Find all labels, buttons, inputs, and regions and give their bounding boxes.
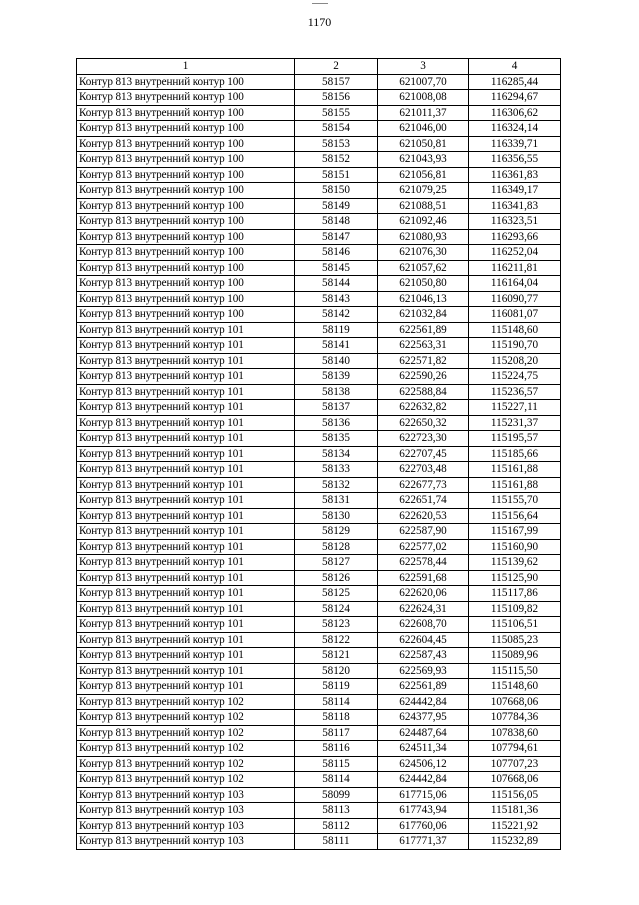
x-coordinate-cell: 622587,43 xyxy=(378,648,469,664)
table-row xyxy=(77,539,561,555)
point-number-cell: 58114 xyxy=(295,694,378,710)
point-number-cell: 58146 xyxy=(295,245,378,261)
point-number-cell: 58119 xyxy=(295,679,378,695)
y-coordinate-cell: 107707,23 xyxy=(469,756,561,772)
y-coordinate-cell: 115231,37 xyxy=(469,415,561,431)
contour-name-cell: Контур 813 внутренний контур 101 xyxy=(77,369,295,385)
table-row xyxy=(77,167,561,183)
table-row xyxy=(77,725,561,741)
table-row xyxy=(77,229,561,245)
point-number-cell: 58135 xyxy=(295,431,378,447)
contour-name-cell: Контур 813 внутренний контур 101 xyxy=(77,462,295,478)
table-row xyxy=(77,508,561,524)
x-coordinate-cell: 622588,84 xyxy=(378,384,469,400)
contour-name-cell: Контур 813 внутренний контур 102 xyxy=(77,756,295,772)
y-coordinate-cell: 116349,17 xyxy=(469,183,561,199)
table-row xyxy=(77,136,561,152)
contour-name-cell: Контур 813 внутренний контур 101 xyxy=(77,539,295,555)
point-number-cell: 58145 xyxy=(295,260,378,276)
x-coordinate-cell: 621080,93 xyxy=(378,229,469,245)
y-coordinate-cell: 116164,04 xyxy=(469,276,561,292)
point-number-cell: 58139 xyxy=(295,369,378,385)
y-coordinate-cell: 115224,75 xyxy=(469,369,561,385)
table-row xyxy=(77,121,561,137)
table-row xyxy=(77,586,561,602)
contour-name-cell: Контур 813 внутренний контур 101 xyxy=(77,353,295,369)
contour-name-cell: Контур 813 внутренний контур 101 xyxy=(77,601,295,617)
y-coordinate-cell: 115115,50 xyxy=(469,663,561,679)
point-number-cell: 58129 xyxy=(295,524,378,540)
x-coordinate-cell: 624442,84 xyxy=(378,772,469,788)
contour-name-cell: Контур 813 внутренний контур 101 xyxy=(77,508,295,524)
x-coordinate-cell: 622650,32 xyxy=(378,415,469,431)
point-number-cell: 58155 xyxy=(295,105,378,121)
x-coordinate-cell: 624442,84 xyxy=(378,694,469,710)
table-row xyxy=(77,663,561,679)
y-coordinate-cell: 116341,83 xyxy=(469,198,561,214)
table-row xyxy=(77,245,561,261)
x-coordinate-cell: 622707,45 xyxy=(378,446,469,462)
point-number-cell: 58156 xyxy=(295,90,378,106)
y-coordinate-cell: 115221,92 xyxy=(469,818,561,834)
page-number: 1170 xyxy=(307,15,332,29)
y-coordinate-cell: 116285,44 xyxy=(469,74,561,90)
y-coordinate-cell: 116356,55 xyxy=(469,152,561,168)
column-header-4: 4 xyxy=(469,59,561,75)
contour-name-cell: Контур 813 внутренний контур 101 xyxy=(77,493,295,509)
y-coordinate-cell: 115156,05 xyxy=(469,787,561,803)
y-coordinate-cell: 116252,04 xyxy=(469,245,561,261)
table-row xyxy=(77,834,561,850)
y-coordinate-cell: 115227,11 xyxy=(469,400,561,416)
table-row xyxy=(77,818,561,834)
contour-name-cell: Контур 813 внутренний контур 103 xyxy=(77,803,295,819)
contour-name-cell: Контур 813 внутренний контур 101 xyxy=(77,431,295,447)
x-coordinate-cell: 622569,93 xyxy=(378,663,469,679)
y-coordinate-cell: 107784,36 xyxy=(469,710,561,726)
y-coordinate-cell: 115208,20 xyxy=(469,353,561,369)
contour-name-cell: Контур 813 внутренний контур 100 xyxy=(77,105,295,121)
point-number-cell: 58111 xyxy=(295,834,378,850)
y-coordinate-cell: 115156,64 xyxy=(469,508,561,524)
contour-name-cell: Контур 813 внутренний контур 103 xyxy=(77,834,295,850)
point-number-cell: 58123 xyxy=(295,617,378,633)
x-coordinate-cell: 617771,37 xyxy=(378,834,469,850)
table-row xyxy=(77,415,561,431)
table-row xyxy=(77,694,561,710)
table-row xyxy=(77,648,561,664)
table-row xyxy=(77,307,561,323)
y-coordinate-cell: 115148,60 xyxy=(469,679,561,695)
column-header-2: 2 xyxy=(295,59,378,75)
table-row xyxy=(77,260,561,276)
y-coordinate-cell: 115148,60 xyxy=(469,322,561,338)
y-coordinate-cell: 116293,66 xyxy=(469,229,561,245)
table-row xyxy=(77,462,561,478)
y-coordinate-cell: 115125,90 xyxy=(469,570,561,586)
y-coordinate-cell: 115161,88 xyxy=(469,477,561,493)
x-coordinate-cell: 621050,81 xyxy=(378,136,469,152)
contour-name-cell: Контур 813 внутренний контур 101 xyxy=(77,679,295,695)
y-coordinate-cell: 115160,90 xyxy=(469,539,561,555)
y-coordinate-cell: 115190,70 xyxy=(469,338,561,354)
x-coordinate-cell: 621043,93 xyxy=(378,152,469,168)
point-number-cell: 58138 xyxy=(295,384,378,400)
point-number-cell: 58152 xyxy=(295,152,378,168)
y-coordinate-cell: 115167,99 xyxy=(469,524,561,540)
point-number-cell: 58153 xyxy=(295,136,378,152)
x-coordinate-cell: 622577,02 xyxy=(378,539,469,555)
table-row xyxy=(77,772,561,788)
table-row xyxy=(77,601,561,617)
x-coordinate-cell: 621011,37 xyxy=(378,105,469,121)
contour-name-cell: Контур 813 внутренний контур 100 xyxy=(77,214,295,230)
y-coordinate-cell: 115117,86 xyxy=(469,586,561,602)
x-coordinate-cell: 621050,80 xyxy=(378,276,469,292)
table-row xyxy=(77,617,561,633)
x-coordinate-cell: 621032,84 xyxy=(378,307,469,323)
contour-name-cell: Контур 813 внутренний контур 100 xyxy=(77,74,295,90)
y-coordinate-cell: 115089,96 xyxy=(469,648,561,664)
x-coordinate-cell: 621092,46 xyxy=(378,214,469,230)
point-number-cell: 58143 xyxy=(295,291,378,307)
x-coordinate-cell: 624511,34 xyxy=(378,741,469,757)
x-coordinate-cell: 622604,45 xyxy=(378,632,469,648)
point-number-cell: 58120 xyxy=(295,663,378,679)
y-coordinate-cell: 115185,66 xyxy=(469,446,561,462)
y-coordinate-cell: 116339,71 xyxy=(469,136,561,152)
contour-name-cell: Контур 813 внутренний контур 101 xyxy=(77,400,295,416)
y-coordinate-cell: 116324,14 xyxy=(469,121,561,137)
contour-name-cell: Контур 813 внутренний контур 100 xyxy=(77,152,295,168)
point-number-cell: 58125 xyxy=(295,586,378,602)
point-number-cell: 58099 xyxy=(295,787,378,803)
table-row xyxy=(77,446,561,462)
contour-name-cell: Контур 813 внутренний контур 100 xyxy=(77,276,295,292)
contour-name-cell: Контур 813 внутренний контур 100 xyxy=(77,183,295,199)
y-coordinate-cell: 115085,23 xyxy=(469,632,561,648)
contour-name-cell: Контур 813 внутренний контур 101 xyxy=(77,570,295,586)
point-number-cell: 58117 xyxy=(295,725,378,741)
y-coordinate-cell: 116361,83 xyxy=(469,167,561,183)
point-number-cell: 58121 xyxy=(295,648,378,664)
x-coordinate-cell: 622651,74 xyxy=(378,493,469,509)
point-number-cell: 58137 xyxy=(295,400,378,416)
table-row xyxy=(77,276,561,292)
table-row xyxy=(77,493,561,509)
y-coordinate-cell: 116294,67 xyxy=(469,90,561,106)
x-coordinate-cell: 622563,31 xyxy=(378,338,469,354)
contour-name-cell: Контур 813 внутренний контур 102 xyxy=(77,725,295,741)
x-coordinate-cell: 622590,26 xyxy=(378,369,469,385)
table-row xyxy=(77,477,561,493)
x-coordinate-cell: 621007,70 xyxy=(378,74,469,90)
contour-name-cell: Контур 813 внутренний контур 101 xyxy=(77,663,295,679)
x-coordinate-cell: 622561,89 xyxy=(378,679,469,695)
table-row xyxy=(77,183,561,199)
x-coordinate-cell: 622571,82 xyxy=(378,353,469,369)
y-coordinate-cell: 115236,57 xyxy=(469,384,561,400)
x-coordinate-cell: 622703,48 xyxy=(378,462,469,478)
table-row xyxy=(77,291,561,307)
table-row xyxy=(77,198,561,214)
contour-name-cell: Контур 813 внутренний контур 102 xyxy=(77,772,295,788)
x-coordinate-cell: 622632,82 xyxy=(378,400,469,416)
point-number-cell: 58118 xyxy=(295,710,378,726)
x-coordinate-cell: 622578,44 xyxy=(378,555,469,571)
x-coordinate-cell: 617760,06 xyxy=(378,818,469,834)
point-number-cell: 58133 xyxy=(295,462,378,478)
x-coordinate-cell: 622591,68 xyxy=(378,570,469,586)
contour-name-cell: Контур 813 внутренний контур 100 xyxy=(77,121,295,137)
table-row xyxy=(77,90,561,106)
y-coordinate-cell: 115106,51 xyxy=(469,617,561,633)
table-row xyxy=(77,570,561,586)
point-number-cell: 58124 xyxy=(295,601,378,617)
table-row xyxy=(77,756,561,772)
point-number-cell: 58154 xyxy=(295,121,378,137)
contour-name-cell: Контур 813 внутренний контур 101 xyxy=(77,586,295,602)
x-coordinate-cell: 621079,25 xyxy=(378,183,469,199)
contour-name-cell: Контур 813 внутренний контур 100 xyxy=(77,167,295,183)
table-row xyxy=(77,632,561,648)
point-number-cell: 58128 xyxy=(295,539,378,555)
table-row xyxy=(77,400,561,416)
point-number-cell: 58122 xyxy=(295,632,378,648)
contour-name-cell: Контур 813 внутренний контур 100 xyxy=(77,198,295,214)
table-row xyxy=(77,338,561,354)
contour-name-cell: Контур 813 внутренний контур 103 xyxy=(77,818,295,834)
table-row xyxy=(77,555,561,571)
point-number-cell: 58136 xyxy=(295,415,378,431)
contour-name-cell: Контур 813 внутренний контур 102 xyxy=(77,741,295,757)
y-coordinate-cell: 115161,88 xyxy=(469,462,561,478)
point-number-cell: 58142 xyxy=(295,307,378,323)
table-row xyxy=(77,74,561,90)
table-row xyxy=(77,679,561,695)
point-number-cell: 58119 xyxy=(295,322,378,338)
point-number-cell: 58151 xyxy=(295,167,378,183)
point-number-cell: 58141 xyxy=(295,338,378,354)
table-row xyxy=(77,710,561,726)
y-coordinate-cell: 115139,62 xyxy=(469,555,561,571)
y-coordinate-cell: 116081,07 xyxy=(469,307,561,323)
column-header-1: 1 xyxy=(77,59,295,75)
contour-name-cell: Контур 813 внутренний контур 101 xyxy=(77,338,295,354)
x-coordinate-cell: 622620,53 xyxy=(378,508,469,524)
table-row xyxy=(77,322,561,338)
table-body xyxy=(77,74,561,849)
contour-name-cell: Контур 813 внутренний контур 102 xyxy=(77,694,295,710)
y-coordinate-cell: 107668,06 xyxy=(469,694,561,710)
point-number-cell: 58144 xyxy=(295,276,378,292)
point-number-cell: 58131 xyxy=(295,493,378,509)
point-number-cell: 58115 xyxy=(295,756,378,772)
y-coordinate-cell: 115181,36 xyxy=(469,803,561,819)
point-number-cell: 58113 xyxy=(295,803,378,819)
y-coordinate-cell: 107668,06 xyxy=(469,772,561,788)
y-coordinate-cell: 107794,61 xyxy=(469,741,561,757)
y-coordinate-cell: 116090,77 xyxy=(469,291,561,307)
x-coordinate-cell: 622723,30 xyxy=(378,431,469,447)
table-header-row xyxy=(77,59,561,75)
table-row xyxy=(77,214,561,230)
y-coordinate-cell: 115155,70 xyxy=(469,493,561,509)
contour-name-cell: Контур 813 внутренний контур 101 xyxy=(77,648,295,664)
point-number-cell: 58157 xyxy=(295,74,378,90)
contour-name-cell: Контур 813 внутренний контур 101 xyxy=(77,617,295,633)
y-coordinate-cell: 116306,62 xyxy=(469,105,561,121)
x-coordinate-cell: 622624,31 xyxy=(378,601,469,617)
x-coordinate-cell: 621057,62 xyxy=(378,260,469,276)
y-coordinate-cell: 115109,82 xyxy=(469,601,561,617)
top-scan-mark xyxy=(312,3,328,4)
point-number-cell: 58149 xyxy=(295,198,378,214)
x-coordinate-cell: 622677,73 xyxy=(378,477,469,493)
x-coordinate-cell: 622608,70 xyxy=(378,617,469,633)
table-row xyxy=(77,152,561,168)
column-header-3: 3 xyxy=(378,59,469,75)
table-row xyxy=(77,353,561,369)
point-number-cell: 58127 xyxy=(295,555,378,571)
point-number-cell: 58114 xyxy=(295,772,378,788)
contour-name-cell: Контур 813 внутренний контур 101 xyxy=(77,446,295,462)
contour-name-cell: Контур 813 внутренний контур 101 xyxy=(77,477,295,493)
x-coordinate-cell: 621046,00 xyxy=(378,121,469,137)
table-row xyxy=(77,105,561,121)
y-coordinate-cell: 116211,81 xyxy=(469,260,561,276)
contour-name-cell: Контур 813 внутренний контур 100 xyxy=(77,245,295,261)
y-coordinate-cell: 116323,51 xyxy=(469,214,561,230)
x-coordinate-cell: 621056,81 xyxy=(378,167,469,183)
table-row xyxy=(77,787,561,803)
x-coordinate-cell: 617715,06 xyxy=(378,787,469,803)
x-coordinate-cell: 622587,90 xyxy=(378,524,469,540)
point-number-cell: 58126 xyxy=(295,570,378,586)
x-coordinate-cell: 624506,12 xyxy=(378,756,469,772)
point-number-cell: 58130 xyxy=(295,508,378,524)
table-row xyxy=(77,741,561,757)
y-coordinate-cell: 115195,57 xyxy=(469,431,561,447)
contour-name-cell: Контур 813 внутренний контур 100 xyxy=(77,229,295,245)
contour-name-cell: Контур 813 внутренний контур 103 xyxy=(77,787,295,803)
point-number-cell: 58150 xyxy=(295,183,378,199)
point-number-cell: 58132 xyxy=(295,477,378,493)
contour-name-cell: Контур 813 внутренний контур 100 xyxy=(77,291,295,307)
x-coordinate-cell: 621046,13 xyxy=(378,291,469,307)
contour-name-cell: Контур 813 внутренний контур 100 xyxy=(77,307,295,323)
x-coordinate-cell: 617743,94 xyxy=(378,803,469,819)
contour-name-cell: Контур 813 внутренний контур 101 xyxy=(77,555,295,571)
point-number-cell: 58140 xyxy=(295,353,378,369)
x-coordinate-cell: 622620,06 xyxy=(378,586,469,602)
x-coordinate-cell: 622561,89 xyxy=(378,322,469,338)
x-coordinate-cell: 624487,64 xyxy=(378,725,469,741)
x-coordinate-cell: 621076,30 xyxy=(378,245,469,261)
contour-name-cell: Контур 813 внутренний контур 101 xyxy=(77,524,295,540)
contour-name-cell: Контур 813 внутренний контур 101 xyxy=(77,415,295,431)
x-coordinate-cell: 621088,51 xyxy=(378,198,469,214)
point-number-cell: 58134 xyxy=(295,446,378,462)
x-coordinate-cell: 624377,95 xyxy=(378,710,469,726)
contour-name-cell: Контур 813 внутренний контур 100 xyxy=(77,90,295,106)
contour-name-cell: Контур 813 внутренний контур 102 xyxy=(77,710,295,726)
coordinates-table xyxy=(76,58,561,850)
contour-name-cell: Контур 813 внутренний контур 100 xyxy=(77,136,295,152)
point-number-cell: 58147 xyxy=(295,229,378,245)
table-row xyxy=(77,431,561,447)
table-row xyxy=(77,369,561,385)
contour-name-cell: Контур 813 внутренний контур 101 xyxy=(77,322,295,338)
x-coordinate-cell: 621008,08 xyxy=(378,90,469,106)
point-number-cell: 58148 xyxy=(295,214,378,230)
y-coordinate-cell: 107838,60 xyxy=(469,725,561,741)
contour-name-cell: Контур 813 внутренний контур 100 xyxy=(77,260,295,276)
table-row xyxy=(77,524,561,540)
contour-name-cell: Контур 813 внутренний контур 101 xyxy=(77,632,295,648)
table-row xyxy=(77,384,561,400)
contour-name-cell: Контур 813 внутренний контур 101 xyxy=(77,384,295,400)
table-row xyxy=(77,803,561,819)
point-number-cell: 58112 xyxy=(295,818,378,834)
y-coordinate-cell: 115232,89 xyxy=(469,834,561,850)
point-number-cell: 58116 xyxy=(295,741,378,757)
